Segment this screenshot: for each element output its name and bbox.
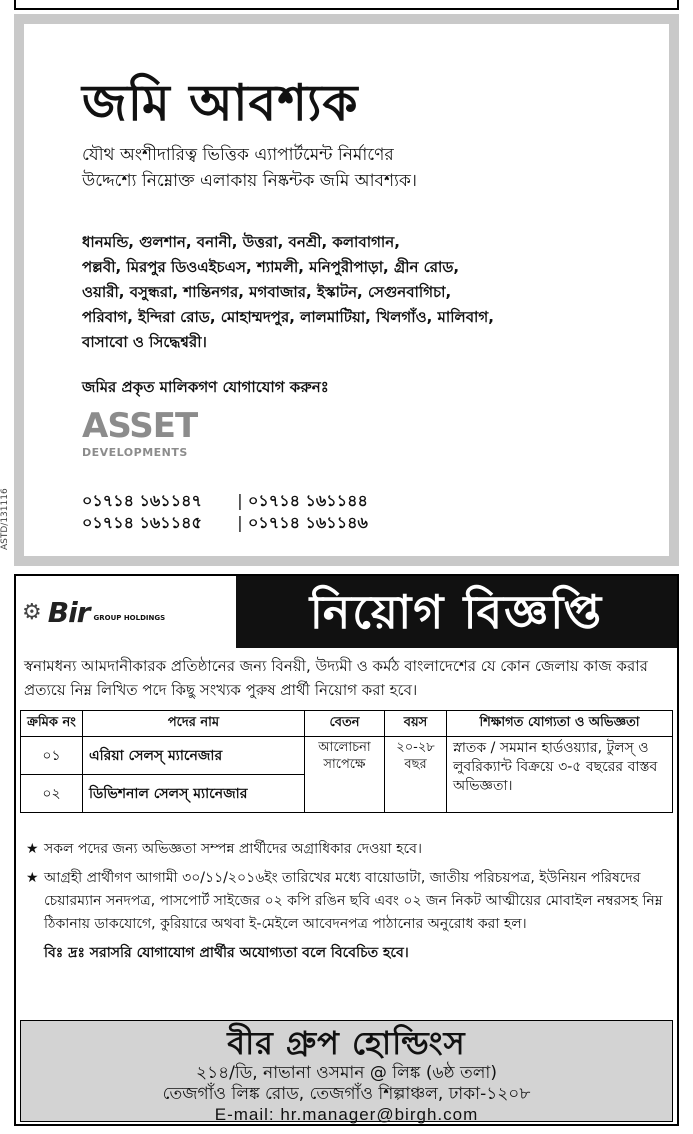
col-qualification: শিক্ষাগত যোগ্যতা ও অভিজ্ঞতা <box>447 711 673 737</box>
col-serial: ক্রমিক নং <box>21 711 83 737</box>
phone-number: ০১৭১৪ ১৬১১৪৬ <box>248 513 368 532</box>
note-warning: বিঃ দ্রঃ সরাসরি যোগাযোগ প্রার্থীর অযোগ্যতা বলে বিবেচিত হবে। <box>44 945 409 961</box>
phone-separator: | <box>237 513 243 532</box>
salary-cell: আলোচনা সাপেক্ষে <box>305 737 385 813</box>
col-age: বয়স <box>385 711 447 737</box>
recruitment-intro: স্বনামধন্য আমদানীকারক প্রতিষ্ঠানের জন্য বিনয়ী, উদ্যমী ও কর্মঠ বাংলাদেশের যে কোন জেলায় কাজ করার প্রত্যয়ে নিম্ন লিখিত পদে কিছু সংখ্যক পুরুষ প্রার্থী নিয়োগ করা হবে। <box>24 657 648 699</box>
asset-logo-sub: DEVELOPMENTS <box>82 446 188 459</box>
land-required-ad <box>14 14 679 566</box>
area-line: বাসাবো ও সিদ্ধেশ্বরী। <box>82 333 207 351</box>
bir-logo-text: Bir <box>47 595 90 629</box>
phone-row <box>82 512 412 534</box>
age-cell: ২০-২৮ বছর <box>385 737 447 813</box>
phone-number: ০১৭১৪ ১৬১১৪৭ <box>82 491 202 510</box>
bir-group-logo <box>16 576 236 648</box>
col-salary: বেতন <box>305 711 385 737</box>
phone-row <box>82 490 412 512</box>
area-line: পরিবাগ, ইন্দিরা রোড, মোহাম্মদপুর, লালমাটিয়া, খিলগাঁও, মালিবাগ, <box>82 308 494 326</box>
qualification-cell: স্নাতক / সমমান হার্ডওয়্যার, টুলস্ ও লুবরিক্যান্ট বিক্রয়ে ৩-৫ বছরের বাস্তব অভিজ্ঞতা। <box>447 737 673 813</box>
bir-emblem-icon: ⚙ <box>22 599 42 625</box>
contact-email[interactable]: E-mail: hr.manager@birgh.com <box>214 1105 479 1124</box>
recruitment-ad <box>14 574 679 1126</box>
asset-developments-logo <box>82 408 232 466</box>
note-item <box>26 867 676 936</box>
position-cell: ডিভিশনাল সেলস্ ম্যানেজার <box>83 775 305 813</box>
positions-table <box>20 710 673 813</box>
star-icon: ★ <box>26 870 39 886</box>
area-line: পল্লবী, মিরপুর ডিওএইচএস, শ্যামলী, মনিপুরীপাড়া, গ্রীন রোড, <box>82 258 460 276</box>
note-item <box>26 838 676 861</box>
previous-ad-border <box>14 0 679 10</box>
asset-logo-word: ASSET <box>82 406 198 446</box>
land-ad-intro: যৌথ অংশীদারিত্ব ভিত্তিক এ্যাপার্টমেন্ট নির্মাণের উদ্দেশ্যে নিম্নোক্ত এলাকায় নিষ্কন্টক জমি আবশ্যক। <box>82 145 417 191</box>
area-line: ওয়ারী, বসুন্ধরা, শান্তিনগর, মগবাজার, ইস্কাটন, সেগুনবাগিচা, <box>82 283 452 301</box>
area-line: ধানমন্ডি, গুলশান, বনানী, উত্তরা, বনশ্রী, কলাবাগান, <box>82 233 400 251</box>
application-notes <box>26 838 676 965</box>
col-position: পদের নাম <box>83 711 305 737</box>
company-name: বীর গ্রুপ হোল্ডিংস <box>227 1024 466 1062</box>
phone-number: ০১৭১৪ ১৬১১৪৪ <box>248 491 368 510</box>
star-icon: ★ <box>26 841 39 857</box>
recruitment-title: নিয়োগ বিজ্ঞপ্তি <box>236 576 677 648</box>
side-code: ASTD/131116 <box>0 488 10 550</box>
company-footer <box>20 1020 673 1122</box>
serial-cell: ০১ <box>21 737 83 775</box>
land-ad-panel <box>24 24 669 556</box>
address-line: ২১৪/ডি, নাভানা ওসমান @ লিঙ্ক (৬ষ্ঠ তলা) <box>196 1063 497 1083</box>
phone-number: ০১৭১৪ ১৬১১৪৫ <box>82 513 202 532</box>
phone-numbers <box>82 490 412 534</box>
recruitment-header <box>16 576 677 648</box>
area-list <box>82 230 642 355</box>
table-row <box>21 737 673 775</box>
note-text: সকল পদের জন্য অভিজ্ঞতা সম্পন্ন প্রার্থীদের অগ্রাধিকার দেওয়া হবে। <box>44 841 422 857</box>
phone-separator: | <box>237 491 243 510</box>
serial-cell: ০২ <box>21 775 83 813</box>
bir-logo-subtext: GROUP HOLDINGS <box>93 614 166 622</box>
note-text: আগ্রহী প্রার্থীগণ আগামী ৩০/১১/২০১৬ইং তারিখের মধ্যে বায়োডাটা, জাতীয় পরিচয়পত্র, ইউনিয়ন পরিষদের চেয়ারম্যান সনদপত্র, পাসপোর্ট সাইজের ০২ কপি রঙিন ছবি এবং ০২ জন নিকট আত্মীয়ের মোবাইল নম্বরসহ নিম্ন ঠিকানায় ডাকযোগে, কুরিয়ারে অথবা ই-মেইলে আবেদনপত্র পাঠানোর অনুরোধ করা হল। <box>44 870 663 932</box>
address-line: তেজগাঁও লিঙ্ক রোড, তেজগাঁও শিল্পাঞ্চল, ঢাকা-১২০৮ <box>162 1084 531 1104</box>
table-header-row <box>21 711 673 737</box>
contact-label: জমির প্রকৃত মালিকগণ যোগাযোগ করুনঃ <box>82 378 329 396</box>
land-ad-title: জমি আবশ্যক <box>82 74 359 132</box>
position-cell: এরিয়া সেলস্ ম্যানেজার <box>83 737 305 775</box>
